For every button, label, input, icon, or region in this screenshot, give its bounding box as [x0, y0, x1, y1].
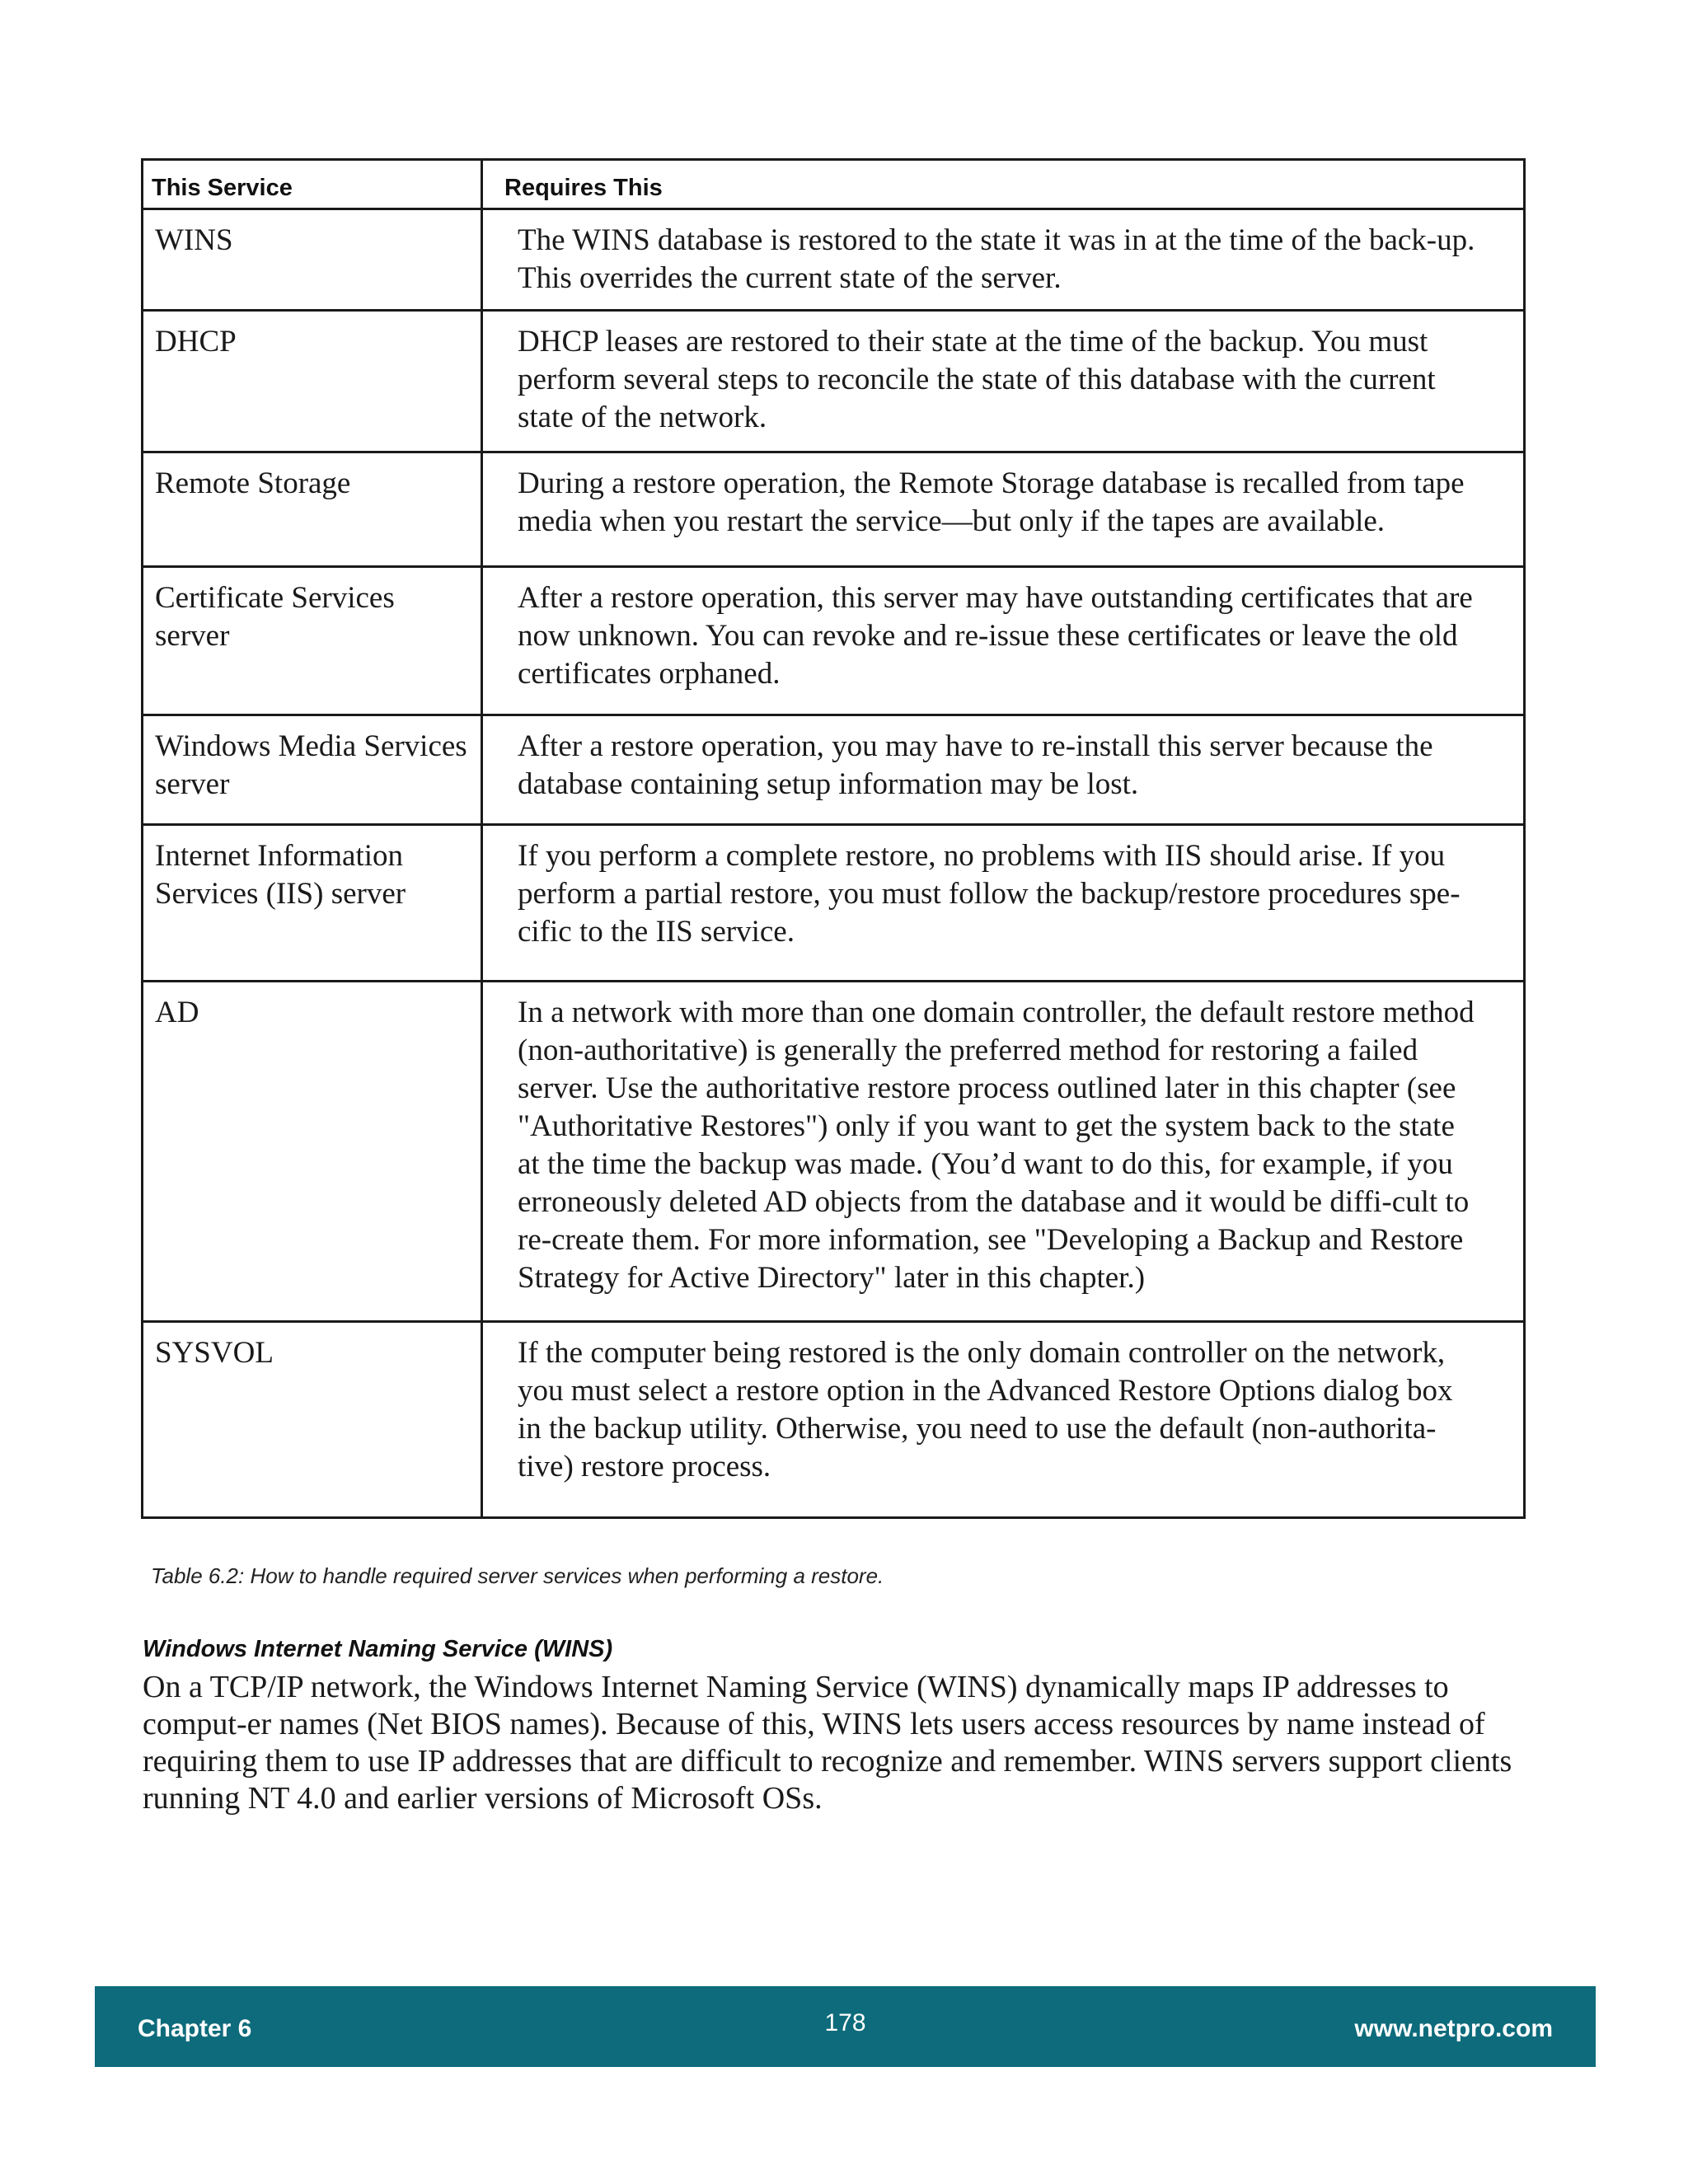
service-cell: DHCP: [143, 311, 482, 452]
table-row: [143, 567, 1525, 715]
table-row: [143, 311, 1525, 452]
footer-chapter: Chapter 6: [138, 2015, 252, 2042]
table-caption: Table 6.2: How to handle required server services when performing a restore.: [151, 1563, 884, 1588]
section-heading: Windows Internet Naming Service (WINS): [143, 1636, 613, 1662]
service-cell: SYSVOL: [143, 1322, 482, 1518]
page-footer: [95, 1986, 1596, 2067]
requirement-cell: After a restore operation, you may have to re-install this server because the database containing setup information may be lost.: [482, 715, 1525, 825]
table-row: [143, 825, 1525, 982]
section-paragraph: On a TCP/IP network, the Windows Internet Naming Service (WINS) dynamically maps IP addresses to comput-er names (Net BIOS names). Because of this, WINS lets users access resources by name instead of requiring them to use IP addresses that are difficult to recognize and remember. WINS servers support clients running NT 4.0 and earlier versions of Microsoft OSs.: [143, 1670, 1512, 1816]
requirement-cell: DHCP leases are restored to their state at the time of the backup. You must perform several steps to reconcile the state of this database with the current state of the network.: [482, 311, 1525, 452]
footer-page-number: 178: [824, 2009, 866, 2036]
table-row: [143, 209, 1525, 311]
header-requires-this: Requires This: [482, 160, 1525, 209]
requirement-cell: During a restore operation, the Remote Storage database is recalled from tape media when you restart the service—but only if the tapes are available.: [482, 452, 1525, 567]
service-cell: Remote Storage: [143, 452, 482, 567]
footer-url: www.netpro.com: [1354, 2015, 1553, 2042]
requirement-cell: In a network with more than one domain controller, the default restore method (non-authoritative) is generally the preferred method for restoring a failed server. Use the authoritative restore process outlined later in this chapter (see "Authoritative Restores") only if you want to get the system back to the state at the time the backup was made. (You’d want to do this, for example, if you erroneously deleted AD objects from the database and it would be diffi-cult to re-create them. For more information, see "Developing a Backup and Restore Strategy for Active Directory" later in this chapter.): [482, 982, 1525, 1322]
requirement-cell: If you perform a complete restore, no problems with IIS should arise. If you perform a partial restore, you must follow the backup/restore procedures spe-cific to the IIS service.: [482, 825, 1525, 982]
service-cell: Windows Media Services server: [143, 715, 482, 825]
requirement-cell: If the computer being restored is the only domain controller on the network, you must select a restore option in the Advanced Restore Options dialog box in the backup utility. Otherwise, you need to use the default (non-authorita-tive) restore process.: [482, 1322, 1525, 1518]
requirement-cell: After a restore operation, this server may have outstanding certificates that are now unknown. You can revoke and re-issue these certificates or leave the old certificates orphaned.: [482, 567, 1525, 715]
table-row: [143, 982, 1525, 1322]
service-cell: AD: [143, 982, 482, 1322]
requirement-cell: The WINS database is restored to the state it was in at the time of the back-up. This overrides the current state of the server.: [482, 209, 1525, 311]
service-cell: WINS: [143, 209, 482, 311]
service-cell: Internet Information Services (IIS) server: [143, 825, 482, 982]
service-cell: Certificate Services server: [143, 567, 482, 715]
table-row: [143, 452, 1525, 567]
table-header-row: [143, 160, 1525, 209]
table-row: [143, 1322, 1525, 1518]
table-row: [143, 715, 1525, 825]
services-table: [141, 158, 1526, 1519]
header-this-service: This Service: [143, 160, 482, 209]
